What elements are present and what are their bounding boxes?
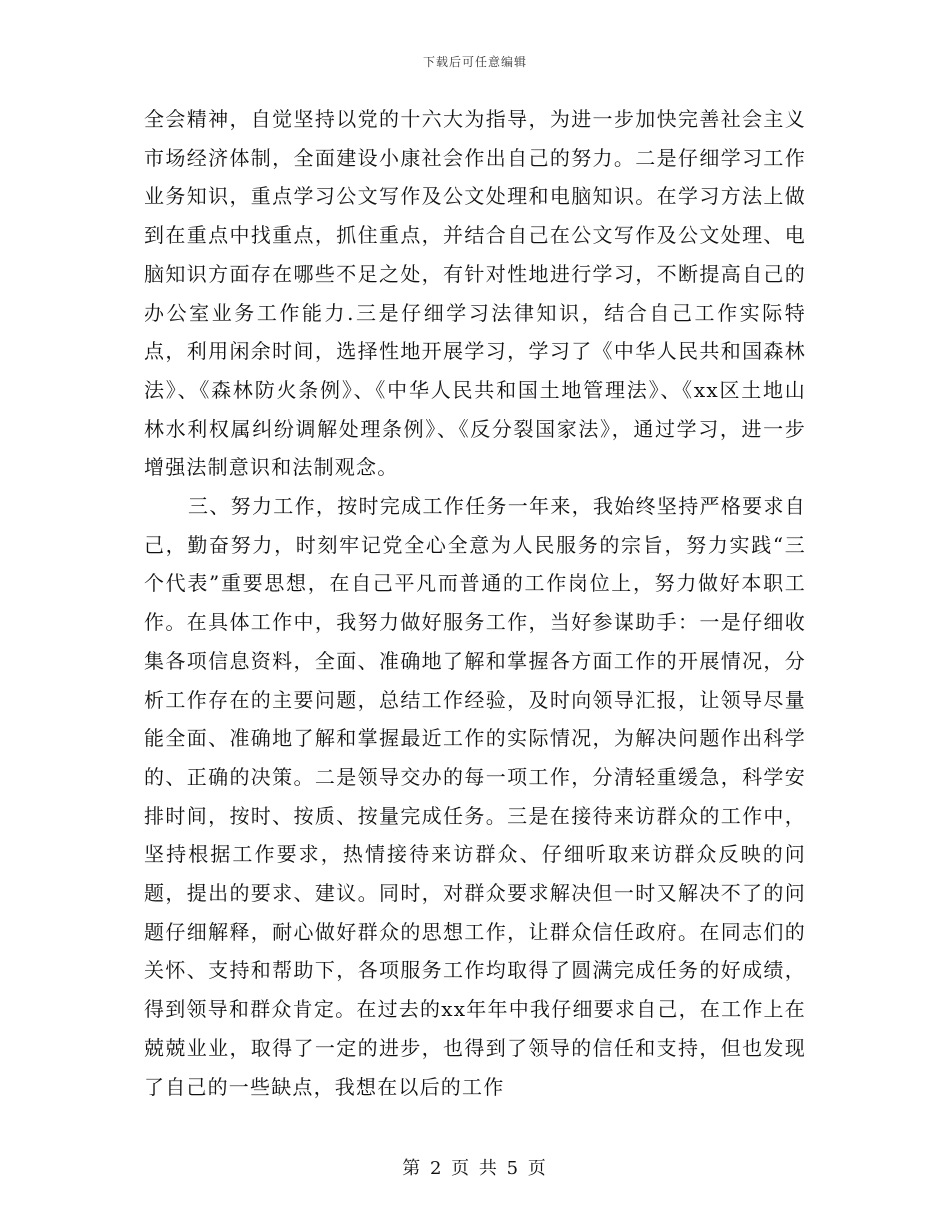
page-number: 第 2 页 共 5 页 [402,1158,548,1179]
document-body [144,100,806,1106]
page-header-note: 下载后可任意编辑 [422,55,527,69]
paragraph-2: 三、努力工作，按时完成工作任务一年来，我始终坚持严格要求自己，勤奋努力，时刻牢记党全心全意为人民服务的宗旨，努力实践“三个代表”重要思想，在自己平凡而普通的工作岗位上，努力做好本职工作。在具体工作中，我努力做好服务工作，当好参谋助手：一是仔细收集各项信息资料，全面、准确地了解和掌握各方面工作的开展情况，分析工作存在的主要问题，总结工作经验，及时向领导汇报，让领导尽量能全面、准确地了解和掌握最近工作的实际情况，为解决问题作出科学的、正确的决策。二是领导交办的每一项工作，分清轻重缓急，科学安排时间，按时、按质、按量完成任务。三是在接待来访群众的工作中，坚持根据工作要求，热情接待来访群众、仔细听取来访群众反映的问题，提出的要求、建议。同时，对群众要求解决但一时又解决不了的问题仔细解释，耐心做好群众的思想工作，让群众信任政府。在同志们的关怀、支持和帮助下，各项服务工作均取得了圆满完成任务的好成绩，得到领导和群众肯定。在过去的xx年年中我仔细要求自己，在工作上在兢兢业业，取得了一定的进步，也得到了领导的信任和支持，但也发现了自己的一些缺点，我想在以后的工作 [144,494,806,1099]
paragraph-1: 全会精神，自觉坚持以党的十六大为指导，为进一步加快完善社会主义市场经济体制，全面建设小康社会作出自己的努力。二是仔细学习工作业务知识，重点学习公文写作及公文处理和电脑知识。在学习方法上做到在重点中找重点，抓住重点，并结合自己在公文写作及公文处理、电脑知识方面存在哪些不足之处，有针对性地进行学习，不断提高自己的办公室业务工作能力.三是仔细学习法律知识，结合自己工作实际特点，利用闲余时间，选择性地开展学习，学习了《中华人民共和国森林法》、《森林防火条例》、《中华人民共和国土地管理法》、《xx区土地山林水利权属纠纷调解处理条例》、《反分裂国家法》，通过学习，进一步增强法制意识和法制观念。 [144,107,806,480]
